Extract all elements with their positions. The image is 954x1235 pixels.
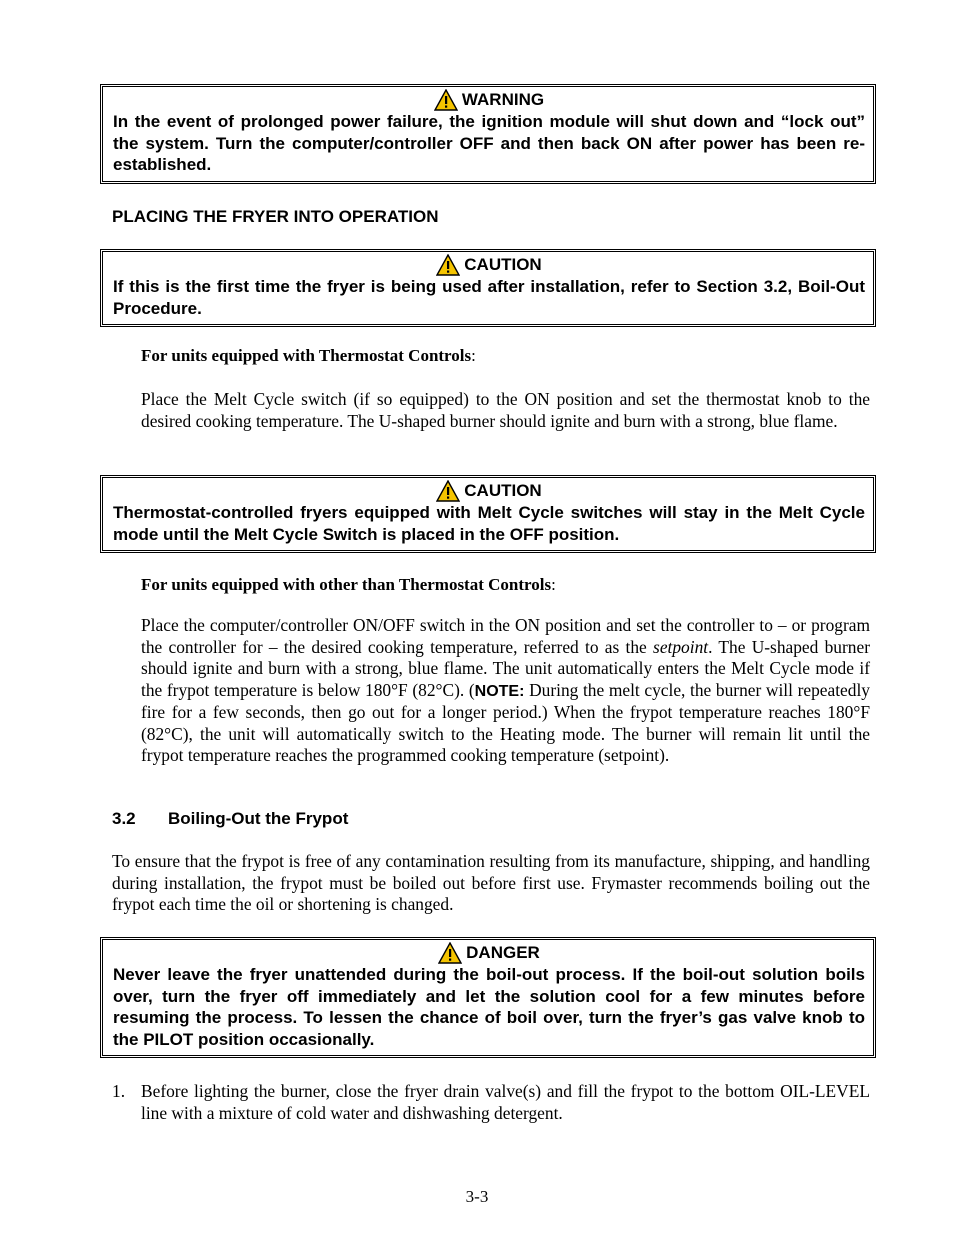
caution-text-2: Thermostat-controlled fryers equipped with Melt Cycle switches will stay in the Melt Cycle mode until the Melt Cycle Switch is placed in the OFF position. [113,503,865,544]
thermostat-label-colon: : [471,346,476,365]
warning-triangle-icon [438,942,462,964]
thermostat-subheading [141,346,476,366]
page-number: 3-3 [465,1187,489,1206]
step-1-text: Before lighting the burner, close the fryer drain valve(s) and fill the frypot to the bottom OIL-LEVEL line with a mixture of cold water and dishwashing detergent. [141,1081,870,1123]
warning-title: WARNING [461,90,545,110]
section-title: Boiling-Out the Frypot [168,809,349,828]
caution-title-2: CAUTION [464,481,542,501]
caution-text-1: If this is the first time the fryer is being used after installation, refer to Section 3.2, Boil-Out Procedure. [113,277,865,318]
boil-out-intro-paragraph: To ensure that the frypot is free of any contamination resulting from its manufacture, shipping, and handling during installation, the frypot must be boiled out before first use. Frymaster recommends boiling out the frypot each time the oil or shortening is changed. [112,851,870,914]
section-number: 3.2 [112,809,136,828]
other-controls-label-colon: : [551,575,556,594]
danger-box [100,937,876,1058]
other-controls-label: For units equipped with other than Thermostat Controls [141,575,552,594]
thermostat-label: For units equipped with Thermostat Controls [141,346,472,365]
section-3-2-heading [112,809,348,829]
other-controls-text-a: Place the computer/controller ON/OFF switch in the ON position and set the controller to – or program the controller for – the desired cooking temperature, referred to as the [141,615,870,657]
step-1-number: 1. [112,1081,126,1101]
section-heading: PLACING THE FRYER INTO OPERATION [112,207,439,226]
caution-box-1 [100,249,876,327]
warning-triangle-icon [434,89,458,111]
danger-title: DANGER [466,943,540,963]
danger-text: Never leave the fryer unattended during the boil-out process. If the boil-out solution boils over, turn the fryer off immediately and let the solution cool for a few minutes before resuming the process. To lessen the chance of boil over, turn the fryer’s gas valve knob to the PILOT position occasionally. [113,965,865,1049]
caution-box-1-header [113,254,865,276]
caution-box-2 [100,475,876,553]
danger-box-header [113,942,865,964]
setpoint-term: setpoint [653,636,709,657]
other-controls-text-c: During the melt cycle, the burner will repeatedly fire for a few seconds, then go out for a longer period.) When the frypot temperature reaches 180°F (82°C), the unit will automatically switch to the Heating mode. The burner will remain lit until the frypot temperature reaches the programmed cooking temperature (setpoint). [141,679,871,765]
warning-box-header [113,89,865,111]
other-controls-subheading [141,575,556,595]
other-controls-paragraph [141,615,870,767]
thermostat-paragraph: Place the Melt Cycle switch (if so equipped) to the ON position and set the thermostat knob to the desired cooking temperature. The U-shaped burner should ignite and burn with a strong, blue flame. [141,389,870,431]
warning-triangle-icon [436,480,460,502]
warning-text: In the event of prolonged power failure, the ignition module will shut down and “lock out” the system. Turn the computer/controller OFF and then back ON after power has been re-established. [113,112,865,174]
other-controls-text-b: . The U-shaped burner should ignite and burn with a strong, blue flame. The unit automatically enters the Melt Cycle mode if the frypot temperature is below 180°F (82°C). ( [141,636,870,700]
warning-box [100,84,876,184]
warning-triangle-icon [436,254,460,276]
note-label: NOTE: [474,682,525,700]
caution-box-2-header [113,480,865,502]
caution-title-1: CAUTION [464,255,542,275]
